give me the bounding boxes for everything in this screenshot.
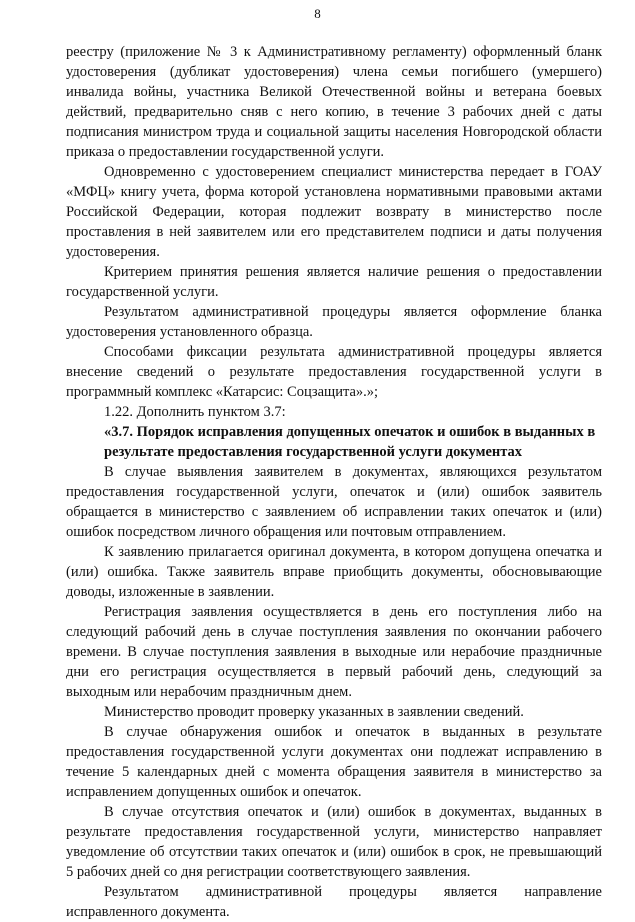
paragraph-amendment-1-22: 1.22. Дополнить пунктом 3.7: [104,404,286,420]
section-heading-3-7: «3.7. Порядок исправления допущенных опечаток и ошибок в выданных в результате предоставления государственной услуги документах [104,424,596,460]
document-body [66,42,602,922]
paragraph-mfc-book: Одновременно с удостоверением специалист министерства передает в ГОАУ «МФЦ» книгу учета, форма которой установлена нормативными правовыми актами Российской Федерации, которая подлежит возврату в министерство после проставления в ней заявителем или его представителем подписи и даты получения удостоверения. [66,164,602,260]
paragraph-registration: Регистрация заявления осуществляется в день его поступления либо на следующий рабочий день в случае поступления заявления по окончании рабочего времени. В случае поступления заявления в выходные или нерабочие праздничные дни его регистрация осуществляется в первый рабочий день, следующий за выходным или нерабочим праздничным днем. [66,604,602,700]
paragraph-applicant-request: В случае выявления заявителем в документах, являющихся результатом предоставления государственной услуги, опечаток и (или) ошибок заявитель обращается в министерство с заявлением об исправлении таких опечаток и (или) ошибок посредством личного обращения или почтовым отправлением. [66,464,602,540]
paragraph-decision-criterion: Критерием принятия решения является наличие решения о предоставлении государственной услуги. [66,264,602,300]
paragraph-final-result: Результатом административной процедуры является направление исправленного документа. [66,884,602,920]
paragraph-attachments: К заявлению прилагается оригинал документа, в котором допущена опечатка и (или) ошибка. Также заявитель вправе приобщить документы, обосновывающие доводы, изложенные в заявлении. [66,544,602,600]
paragraph-correction-deadline: В случае обнаружения ошибок и опечаток в выданных в результате предоставления государственной услуги документах они подлежат исправлению в течение 5 календарных дней с момента обращения заявителя в министерство за исправлением допущенных ошибок и опечаток. [66,724,602,800]
paragraph-registry-continuation: реестру (приложение № 3 к Административному регламенту) оформленный бланк удостоверения (дубликат удостоверения) члена семьи погибшего (умершего) инвалида войны, участника Великой Отечественной войны и ветерана боевых действий, предварительно сняв с него копию, в течение 3 рабочих дней с даты подписания министром труда и социальной защиты населения Новгородской области приказа о предоставлении государственной услуги. [66,44,602,160]
paragraph-procedure-result: Результатом административной процедуры является оформление бланка удостоверения установленного образца. [66,304,602,340]
page-number: 8 [314,6,321,21]
paragraph-fixation-methods: Способами фиксации результата административной процедуры является внесение сведений о результате предоставления государственной услуги в программный комплекс «Катарсис: Соцзащита».»; [66,344,602,400]
paragraph-verification: Министерство проводит проверку указанных в заявлении сведений. [104,704,524,720]
paragraph-no-errors-notice: В случае отсутствия опечаток и (или) ошибок в документах, выданных в результате предоставления государственной услуги, министерство направляет уведомление об отсутствии таких опечаток и (или) ошибок в срок, не превышающий 5 рабочих дней со дня регистрации соответствующего заявления. [66,804,602,880]
